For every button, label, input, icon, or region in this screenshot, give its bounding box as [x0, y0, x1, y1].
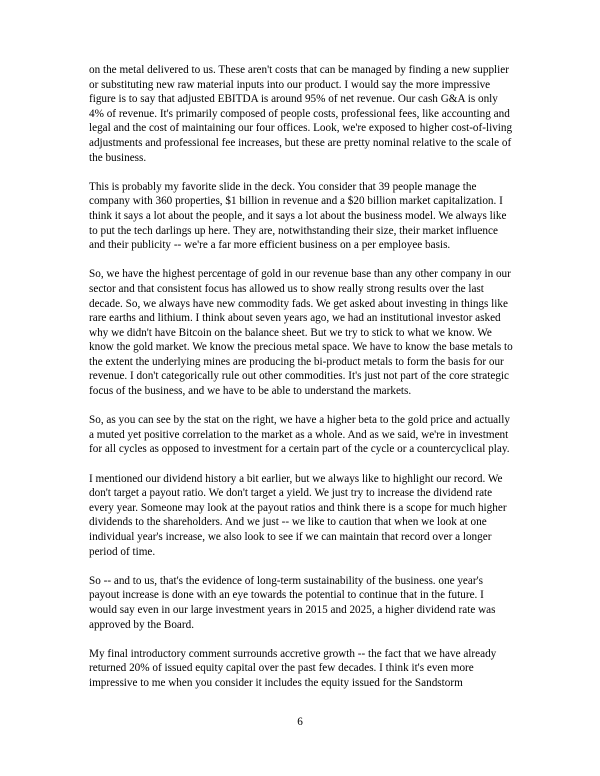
paragraph-1: on the metal delivered to us. These aren't costs that can be managed by finding a new supplier or substituting new raw material inputs into our product. I would say the more impressive figure is to say that adjusted EBITDA is around 95% of net revenue. Our cash G&A is only 4% of revenue. It's primarily composed of people costs, professional fees, like accounting and legal and the cost of maintaining our four offices. Look, we're exposed to higher cost-of-living adjustments and professional fee increases, but these are pretty nominal relative to the scale of the business. — [89, 64, 513, 164]
paragraph-7: My final introductory comment surrounds accretive growth -- the fact that we have already returned 20% of issued equity capital over the past few decades. I think it's even more impressive to me when you consider it includes the equity issued for the Sandstorm — [89, 647, 497, 689]
paragraph-3: So, we have the highest percentage of gold in our revenue base than any other company in our sector and that consistent focus has allowed us to show really strong results over the last decade. So, we always have new commodity fads. We get asked about investing in things like rare earths and lithium. I think about seven years ago, we had an institutional investor asked why we didn't have Bitcoin on the balance sheet. But we try to stick to what we know. We know the gold market. We know the precious metal space. We have to know the base metals to the extent the underlying mines are producing the bi-product metals to form the basis for our revenue. I don't categorically rule out other commodities. It's just not part of the core strategic focus of the business, and we have to be able to understand the markets. — [89, 268, 513, 398]
paragraph-6: So -- and to us, that's the evidence of long-term sustainability of the business. one year's payout increase is done with an eye towards the potential to continue that in the future. I would say even in our large investment years in 2015 and 2025, a higher dividend rate was approved by the Board. — [89, 574, 496, 631]
transcript-body — [89, 63, 514, 705]
paragraph-5: I mentioned our dividend history a bit earlier, but we always like to highlight our record. We don't target a payout ratio. We don't target a yield. We just try to increase the dividend rate every year. Someone may look at the payout ratios and think there is a scope for much higher dividends to the shareholders. And we just -- we like to caution that when we look at one individual year's increase, we also look to see if we can maintain that record over a longer period of time. — [89, 472, 507, 558]
paragraph-4: So, as you can see by the stat on the right, we have a higher beta to the gold price and actually a muted yet positive correlation to the market as a whole. And as we said, we're in investment for all cycles as opposed to investment for a certain part of the cycle or a countercyclical play. — [89, 414, 510, 456]
page-number: 6 — [297, 716, 303, 728]
paragraph-2: This is probably my favorite slide in the deck. You consider that 39 people manage the company with 360 properties, $1 billion in revenue and a $20 billion market capitalization. I think it says a lot about the people, and it says a lot about the business model. We always like to put the tech darlings up here. They are, notwithstanding their size, their market influence and their publicity -- we're a far more efficient business on a per employee basis. — [89, 180, 507, 252]
